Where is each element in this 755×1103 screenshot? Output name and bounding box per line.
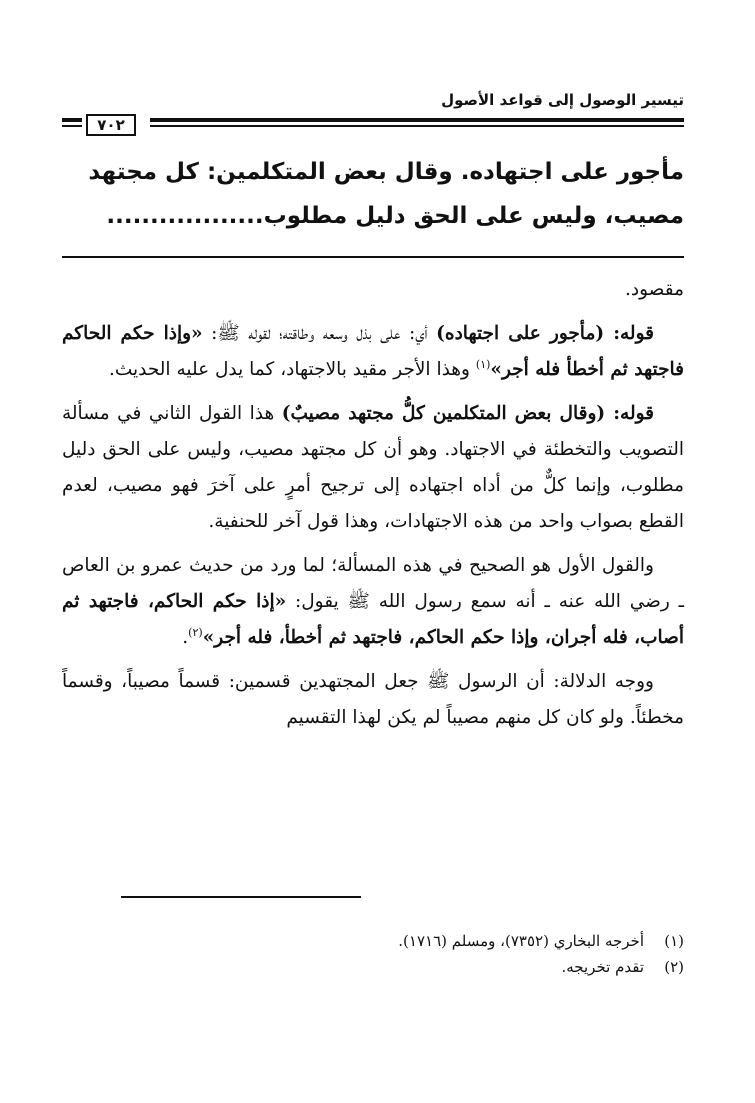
header-rule	[62, 114, 684, 136]
footnote-1-number: (١)	[664, 932, 684, 950]
footnote-1-text: أخرجه البخاري (٧٣٥٢)، ومسلم (١٧١٦).	[398, 932, 644, 950]
footnote-1	[62, 928, 684, 954]
paragraph-1-label: قوله: (مأجور على اجتهاده)	[436, 323, 654, 344]
footnote-ref-1: (١)	[475, 357, 491, 371]
footnotes	[62, 928, 684, 980]
paragraph-4: ووجه الدلالة: أن الرسول ﷺ جعل المجتهدين قسمين: قسماً مصيباً، وقسماً مخطئاً. ولو كان كل منهم مصيباً لم يكن لهذا التقسيم	[62, 671, 684, 728]
paragraph-0: مقصود.	[625, 279, 684, 300]
header-rule-tail	[62, 118, 82, 128]
matn-line-1: مأجور على اجتهاده. وقال بعض المتكلمين: كل مجتهد	[88, 159, 684, 185]
running-title: تيسير الوصول إلى قواعد الأصول	[441, 91, 684, 109]
footnote-ref-2: (٢)	[188, 625, 203, 639]
footnote-separator	[121, 896, 361, 898]
matn-text	[62, 150, 684, 238]
commentary	[62, 272, 684, 736]
paragraph-2	[62, 396, 684, 540]
paragraph-1-hadith: «وإذا حكم الحاكم فاجتهد ثم أخطأ فله أجر»	[62, 323, 684, 380]
paragraph-3-text-a: والقول الأول هو الصحيح في هذه المسألة؛ لما ورد من حديث عمرو بن العاص ـ رضي الله عنه ـ أنه سمع رسول الله ﷺ يقول:	[62, 555, 684, 612]
book-page	[62, 88, 684, 976]
footnote-2	[62, 954, 684, 980]
matn-separator	[62, 256, 684, 258]
page-number: ٧٠٢	[86, 114, 136, 136]
paragraph-1-text-b: وهذا الأجر مقيد بالاجتهاد، كما يدل عليه الحديث.	[108, 359, 476, 380]
paragraph-2-text: هذا القول الثاني في مسألة التصويب والتخطئة في الاجتهاد. وهو أن كل مجتهد مصيب، وليس على الحق دليل مطلوب، وإنما كلٌّ من أداه اجتهاده إلى ترجيح أمرٍ على آخرَ فهو مصيب، لعدم القطع بصواب واحد من هذه الاجتهادات، وهذا قول آخر للحنفية.	[62, 403, 684, 532]
paragraph-3-text-b: .	[182, 627, 189, 648]
paragraph-1	[62, 316, 684, 388]
footnote-2-text: تقدم تخريجه.	[561, 958, 644, 976]
paragraph-3-hadith: «إذا حكم الحاكم، فاجتهد ثم أصاب، فله أجران، وإذا حكم الحاكم، فاجتهد ثم أخطأ، فله أجر»	[62, 591, 684, 648]
paragraph-1-text-a: أي: على بذل وسعه وطاقته؛ لقوله ﷺ:	[202, 323, 437, 344]
paragraph-2-label: قوله: (وقال بعض المتكلمين كلُّ مجتهد مصيبٌ)	[281, 403, 654, 424]
paragraph-3	[62, 548, 684, 656]
matn-line-2: مصيب، وليس على الحق دليل مطلوب..................	[106, 203, 684, 229]
footnote-2-number: (٢)	[664, 958, 684, 976]
header-double-line	[150, 118, 684, 128]
